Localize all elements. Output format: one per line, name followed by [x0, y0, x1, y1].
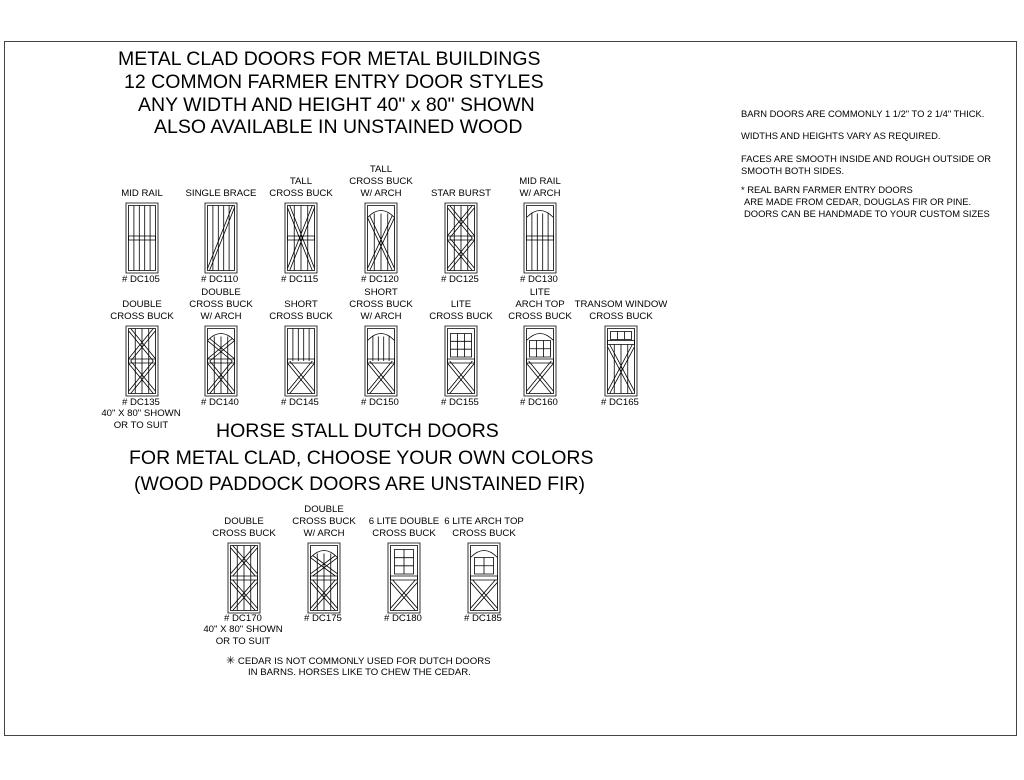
- row1-door-dc105-drawing: [125, 202, 159, 274]
- row3-door-dc180-label-line: 6 LITE DOUBLE: [368, 516, 440, 527]
- row2-door-dc160-lower-brace-a: [527, 361, 554, 394]
- row2-size-note: [96, 408, 186, 432]
- row3-door-dc180-lower-brace-a: [391, 580, 418, 611]
- row2-door-dc140-code: # DC140: [201, 397, 239, 408]
- row3-door-dc175-label-line: DOUBLE: [304, 504, 344, 515]
- row1-door-dc130-inner-frame: [527, 206, 554, 271]
- row2-door-dc135-label-line: CROSS BUCK: [110, 311, 174, 322]
- row2-door-dc155-lite-frame: [451, 334, 472, 358]
- row3-door-dc185-lower-brace-b: [471, 580, 498, 611]
- row2-door-dc155-rail: [448, 359, 475, 363]
- row2-door-dc135-label-line: DOUBLE: [122, 299, 162, 310]
- row2-door-dc150-label-line: SHORT: [364, 287, 398, 298]
- row3-door-dc185-label-line: 6 LITE ARCH TOP: [444, 516, 524, 527]
- row1-door-dc130-rail: [527, 236, 554, 240]
- row1-door-dc110-drawing: [204, 202, 238, 274]
- row3-door-dc180-drawing: [387, 542, 421, 614]
- row2-door-dc135-code: # DC135: [122, 397, 160, 408]
- row3-door-dc185-outer-frame: [468, 543, 500, 613]
- row2-door-dc155-drawing: [444, 325, 478, 397]
- row3-door-dc180-code: # DC180: [384, 613, 422, 624]
- row1-door-dc115-drawing: [284, 202, 318, 274]
- row2-door-dc155-code: # DC155: [441, 397, 479, 408]
- row2-door-dc160-code: # DC160: [520, 397, 558, 408]
- row2-door-dc150-rail: [368, 359, 395, 363]
- row3-door-dc180-lower-brace-b: [391, 580, 418, 611]
- row2-door-dc165-label-line: CROSS BUCK: [589, 311, 653, 322]
- note-faces-2: SMOOTH BOTH SIDES.: [741, 165, 845, 176]
- row1-door-dc130-label-line: W/ ARCH: [519, 188, 561, 199]
- title-line-4: ALSO AVAILABLE IN UNSTAINED WOOD: [154, 116, 523, 138]
- note-thickness: BARN DOORS ARE COMMONLY 1 1/2" TO 2 1/4" THICK.: [741, 108, 985, 119]
- row2-door-dc150-inner-frame: [368, 329, 395, 394]
- row1-door-dc125-code: # DC125: [441, 274, 479, 285]
- row2-door-dc160-rail: [527, 359, 554, 363]
- horse-title-line-1: HORSE STALL DUTCH DOORS: [216, 420, 499, 442]
- row2-door-dc160-drawing: [523, 325, 557, 397]
- row1-door-dc130-drawing: [523, 202, 557, 274]
- row1-door-dc105-label-line: MID RAIL: [121, 188, 163, 199]
- row2-door-dc145-drawing: [284, 325, 318, 397]
- row2-door-dc160-label-line: LITE: [529, 287, 551, 298]
- row3-door-dc185-code: # DC185: [464, 613, 502, 624]
- note-sizes: WIDTHS AND HEIGHTS VARY AS REQUIRED.: [741, 130, 941, 141]
- note-real-1: * REAL BARN FARMER ENTRY DOORS: [741, 184, 913, 195]
- row2-door-dc160-label-line: ARCH TOP: [515, 299, 565, 310]
- note-real-2: ARE MADE FROM CEDAR, DOUGLAS FIR OR PINE.: [744, 196, 972, 207]
- row2-door-dc155-inner-frame: [448, 329, 475, 394]
- row1-door-dc115-code: # DC115: [281, 274, 319, 285]
- row3-door-dc170-label-line: CROSS BUCK: [212, 528, 276, 539]
- row2-door-dc155-lower-brace-a: [448, 361, 475, 394]
- row1-door-dc115-label-line: CROSS BUCK: [269, 188, 333, 199]
- cedar-note-line-1: CEDAR IS NOT COMMONLY USED FOR DUTCH DOORS: [237, 656, 491, 667]
- row2-door-dc145-label-line: CROSS BUCK: [269, 311, 333, 322]
- row2-door-dc150-label-line: W/ ARCH: [360, 311, 402, 322]
- row2-door-dc150-label-line: CROSS BUCK: [349, 299, 413, 310]
- note-real-3: DOORS CAN BE HANDMADE TO YOUR CUSTOM SIZES: [744, 208, 990, 219]
- row3-door-dc175-label-line: W/ ARCH: [303, 528, 345, 539]
- row2-door-dc160-lower-brace-b: [527, 361, 554, 394]
- row2-door-dc145-label-line: SHORT: [284, 299, 318, 310]
- row1-door-dc125-drawing: [444, 202, 478, 274]
- row2-door-dc140-label-line: DOUBLE: [201, 287, 241, 298]
- row2-door-dc165-label-line: TRANSOM WINDOW: [574, 299, 668, 310]
- row1-door-dc110-label-line: SINGLE BRACE: [185, 188, 257, 199]
- row1-door-dc120-label-line: TALL: [369, 164, 393, 175]
- cedar-note-line-2: IN BARNS. HORSES LIKE TO CHEW THE CEDAR.: [248, 667, 471, 678]
- row3-door-dc185-label-line: CROSS BUCK: [452, 528, 516, 539]
- row2-door-dc150-lower-brace-a: [368, 361, 395, 394]
- row3-door-dc180-label-line: CROSS BUCK: [372, 528, 436, 539]
- asterisk-icon: ✳: [226, 655, 236, 667]
- row3-size-note-line-2: OR TO SUIT: [215, 636, 271, 647]
- row2-door-dc140-label-line: CROSS BUCK: [189, 299, 253, 310]
- row2-door-dc140-drawing: [204, 325, 238, 397]
- row2-door-dc145-inner-frame: [288, 329, 315, 394]
- row3-door-dc185-lower-brace-a: [471, 580, 498, 611]
- row3-door-dc170-label-line: DOUBLE: [224, 516, 264, 527]
- note-faces-1: FACES ARE SMOOTH INSIDE AND ROUGH OUTSIDE OR: [741, 153, 992, 164]
- row2-door-dc140-label-line: W/ ARCH: [200, 311, 242, 322]
- row2-door-dc145-code: # DC145: [281, 397, 319, 408]
- row3-door-dc185-drawing: [467, 542, 501, 614]
- row2-door-dc160-arch: [527, 334, 554, 341]
- row1-door-dc110-inner-frame: [208, 206, 235, 271]
- row1-door-dc115-label-line: TALL: [289, 176, 313, 187]
- row2-door-dc150-lower-brace-b: [368, 361, 395, 394]
- row2-size-note-line-2: OR TO SUIT: [113, 420, 169, 431]
- horse-title-line-3: (WOOD PADDOCK DOORS ARE UNSTAINED FIR): [134, 473, 586, 495]
- row1-door-dc120-label-line: W/ ARCH: [360, 188, 402, 199]
- row1-door-dc110-single-brace: [208, 206, 235, 271]
- row2-door-dc165-lite-frame: [611, 332, 632, 340]
- row3-door-dc175-code: # DC175: [304, 613, 342, 624]
- row3-size-note-line-1: 40" X 80" SHOWN: [203, 624, 283, 635]
- row2-door-dc145-lower-brace-a: [288, 361, 315, 394]
- row1-door-dc120-label-line: CROSS BUCK: [349, 176, 413, 187]
- row2-size-note-line-1: 40" X 80" SHOWN: [101, 408, 181, 419]
- row1-door-dc110-code: # DC110: [201, 274, 239, 285]
- row3-door-dc170-drawing: [227, 542, 261, 614]
- row1-door-dc130-arch: [527, 211, 554, 218]
- row3-size-note: [198, 624, 288, 648]
- row3-door-dc185-rail: [471, 576, 498, 580]
- row3-door-dc180-rail: [391, 576, 418, 580]
- row1-door-dc120-code: # DC120: [361, 274, 399, 285]
- row2-door-dc165-rail: [608, 341, 635, 345]
- title-line-1: METAL CLAD DOORS FOR METAL BUILDINGS: [118, 48, 541, 70]
- row1-door-dc105-outer-frame: [126, 203, 158, 273]
- row2-door-dc160-inner-frame: [527, 329, 554, 394]
- row1-door-dc105-inner-frame: [129, 206, 156, 271]
- title-line-2: 12 COMMON FARMER ENTRY DOOR STYLES: [124, 71, 544, 93]
- row1-door-dc125-label-line: STAR BURST: [430, 188, 492, 199]
- row2-door-dc145-lower-brace-b: [288, 361, 315, 394]
- row3-door-dc185-arch: [471, 551, 498, 558]
- row1-door-dc130-outer-frame: [524, 203, 556, 273]
- row2-door-dc150-arch: [368, 334, 395, 341]
- row1-door-dc105-rail: [129, 236, 156, 240]
- row2-door-dc135-drawing: [125, 325, 159, 397]
- row1-door-dc130-label-line: MID RAIL: [519, 176, 561, 187]
- row1-door-dc105-code: # DC105: [122, 274, 160, 285]
- row2-door-dc145-rail: [288, 359, 315, 363]
- row2-door-dc155-lower-brace-b: [448, 361, 475, 394]
- row2-door-dc165-drawing: [604, 325, 638, 397]
- row2-door-dc160-label-line: CROSS BUCK: [508, 311, 572, 322]
- row3-door-dc175-drawing: [307, 542, 341, 614]
- row2-door-dc155-label-line: LITE: [450, 299, 472, 310]
- row2-door-dc150-drawing: [364, 325, 398, 397]
- row1-door-dc130-code: # DC130: [520, 274, 558, 285]
- row3-door-dc175-label-line: CROSS BUCK: [292, 516, 356, 527]
- title-line-3: ANY WIDTH AND HEIGHT 40" x 80" SHOWN: [138, 94, 535, 116]
- horse-title-line-2: FOR METAL CLAD, CHOOSE YOUR OWN COLORS: [129, 447, 594, 469]
- row3-door-dc170-code: # DC170: [224, 613, 262, 624]
- row3-door-dc185-inner-frame: [471, 546, 498, 611]
- row2-door-dc165-code: # DC165: [601, 397, 639, 408]
- row2-door-dc155-label-line: CROSS BUCK: [429, 311, 493, 322]
- row1-door-dc120-drawing: [364, 202, 398, 274]
- row2-door-dc150-code: # DC150: [361, 397, 399, 408]
